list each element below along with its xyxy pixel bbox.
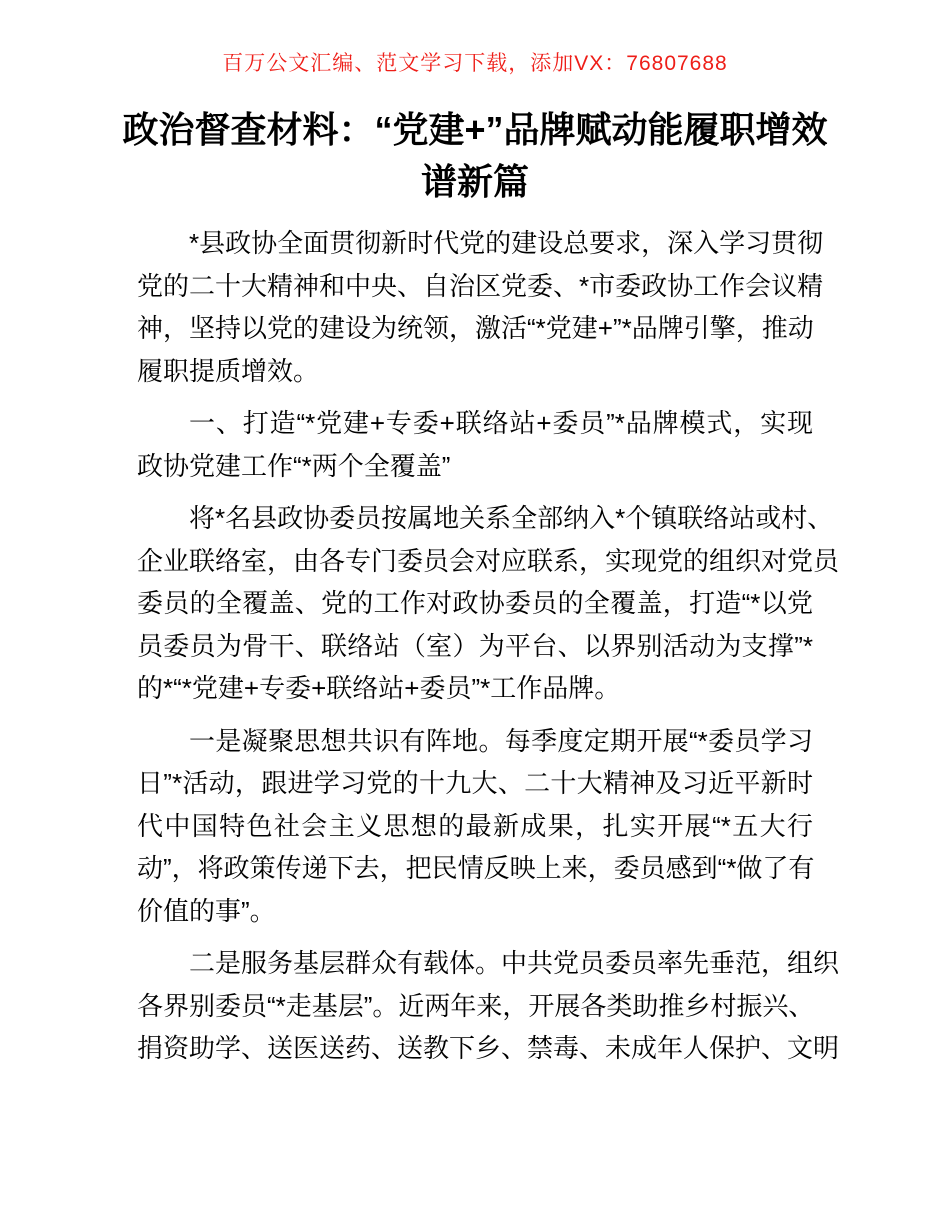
paragraph	[137, 720, 813, 933]
text-line: 日”*活动，跟进学习党的十九大、二十大精神及习近平新时	[137, 768, 813, 798]
paragraph	[137, 497, 840, 710]
text-line: *县政协全面贯彻新时代党的建设总要求，深入学习贯彻	[189, 228, 824, 258]
text-line: 各界别委员“*走基层”。近两年来，开展各类助推乡村振兴、	[137, 990, 815, 1021]
text-line: 一是凝聚思想共识有阵地。每季度定期开展“*委员学习	[189, 725, 813, 756]
title-line: 政治督查材料：“党建+”品牌赋动能履职增效	[122, 109, 828, 150]
text-line: 履职提质增效。	[137, 355, 320, 386]
title-line: 谱新篇	[420, 161, 529, 202]
text-line: 价值的事”。	[137, 895, 276, 926]
text-line: 政协党建工作“*两个全覆盖”	[137, 450, 451, 481]
document-body	[137, 222, 840, 1070]
text-line: 二是服务基层群众有载体。中共党员委员率先垂范，组织	[189, 948, 840, 978]
paragraph	[137, 222, 824, 392]
document-title	[0, 104, 950, 208]
section-heading	[137, 402, 813, 487]
text-line: 党的二十大精神和中央、自治区党委、*市委政协工作会议精	[137, 270, 824, 301]
text-line: 动”，将政策传递下去，把民情反映上来，委员感到“*做了有	[137, 853, 815, 883]
text-line: 捐资助学、送医送药、送教下乡、禁毒、未成年人保护、文明	[137, 1033, 840, 1063]
text-line: 代中国特色社会主义思想的最新成果，扎实开展“*五大行	[137, 810, 813, 841]
text-line: 企业联络室，由各专门委员会对应联系，实现党的组织对党员	[137, 545, 840, 576]
text-line: 一、打造“*党建+专委+联络站+委员”*品牌模式，实现	[189, 408, 813, 438]
text-line: 委员的全覆盖、党的工作对政协委员的全覆盖，打造“*以党	[137, 588, 813, 618]
text-line: 将*名县政协委员按属地关系全部纳入*个镇联络站或村、	[189, 503, 834, 533]
text-line: 员委员为骨干、联络站（室）为平台、以界别活动为支撑”*	[137, 630, 813, 661]
text-line: 的*“*党建+专委+联络站+委员”*工作品牌。	[137, 673, 621, 703]
text-line: 神，坚持以党的建设为统领，激活“*党建+”*品牌引擎，推动	[137, 313, 814, 343]
promo-banner-text: 百万公文汇编、范文学习下载，添加VX：76807688	[222, 52, 728, 75]
paragraph	[137, 942, 840, 1070]
